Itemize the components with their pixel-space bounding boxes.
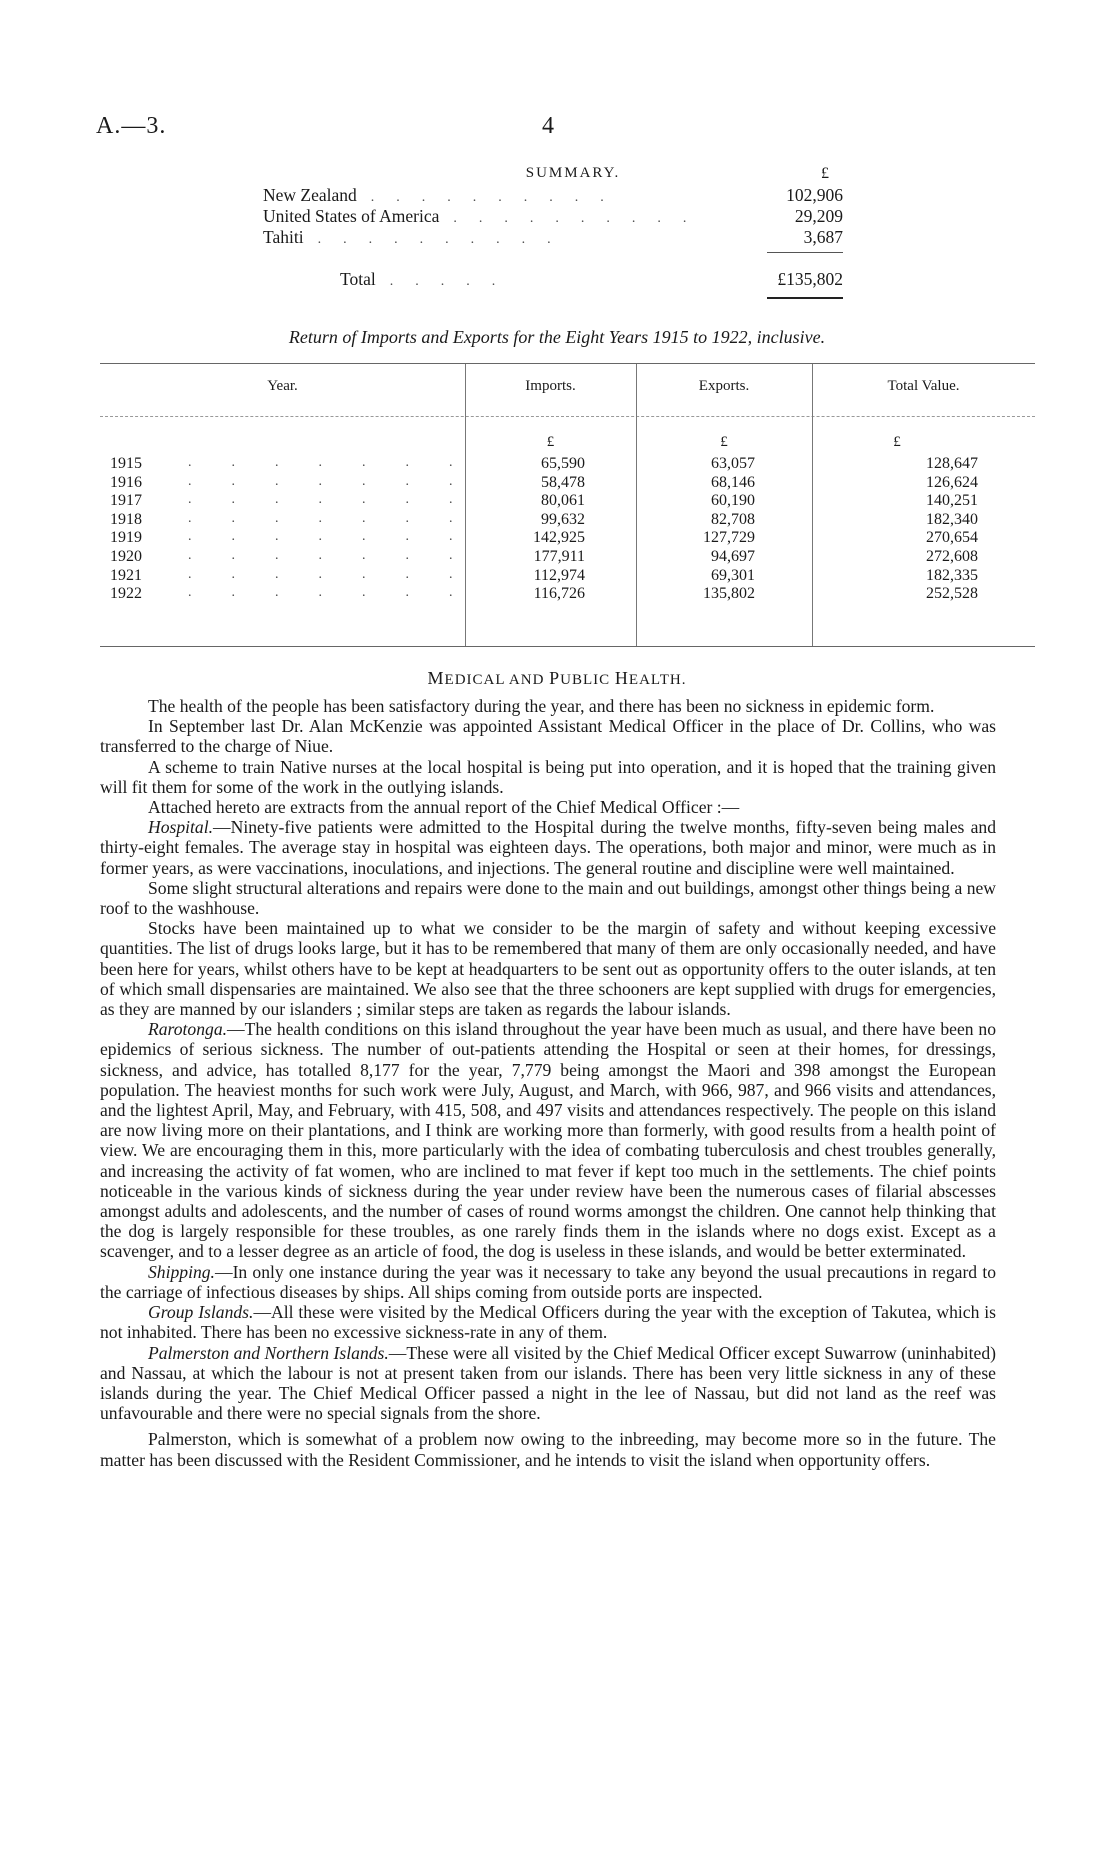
summary-row [263, 185, 843, 206]
paragraph-lead: Shipping. [148, 1261, 215, 1282]
cell-total: 182,335 [926, 566, 978, 584]
table-row [100, 585, 1035, 606]
paragraph-text: —Ninety-five patients were admitted to the Hospital during the twelve months, fifty-seven being males and thirty-eight females. The average stay in hospital was eighteen days. The operations, both major and minor, were much as in former years, as were vaccinations, inoculations, and injections. The general routine and discipline were well maintained. [100, 817, 996, 878]
leader-dots: ....... [188, 566, 493, 582]
cell-imports: 116,726 [533, 585, 585, 603]
paragraph-lead: Palmerston and Northern Islands. [148, 1342, 389, 1363]
cell-year: 1919 [110, 529, 142, 547]
paragraph-lead: Hospital. [148, 817, 214, 838]
summary-value: 102,906 [786, 185, 843, 205]
cell-imports: 142,925 [533, 529, 585, 547]
table-top-rule [100, 363, 1035, 364]
cell-exports: 63,057 [711, 455, 755, 472]
paragraph-text: In September last Dr. Alan McKenzie was appointed Assistant Medical Officer in the place of Dr. Collins, who was transferred to the charge of Niue. [100, 716, 996, 757]
paragraph [100, 918, 996, 1019]
summary-label: New Zealand [263, 185, 357, 205]
paragraph-lead: Rarotonga. [148, 1019, 228, 1040]
leader-dots: ....... [188, 473, 493, 489]
header-year: Year. [267, 378, 298, 394]
leader-dots: ..... [389, 274, 518, 289]
heading-initial: P [549, 668, 561, 688]
leader-dots: .......... [453, 211, 709, 226]
paragraph [100, 1343, 996, 1424]
cell-exports: 94,697 [711, 548, 755, 565]
heading-initial: M [427, 668, 445, 688]
paragraph-text: —All these were visited by the Medical Officers during the year with the exception of Takutea, which is not inhabited. There has been no excessive sickness-rate in any of them. [100, 1302, 997, 1343]
header-exports: Exports. [698, 378, 750, 394]
leader-dots: ....... [188, 455, 493, 470]
paragraph-text: Palmerston, which is somewhat of a problem now owing to the inbreeding, may become more so in the future. The matter has been discussed with the Resident Commissioner, and he intends to visit the island when opportunity offers. [100, 1429, 996, 1470]
paragraph-text: —The health conditions on this island throughout the year have been much as usual, and there have been no epidemics of serious sickness. The number of out-patients attending the Hospital or seen at their homes, for dressings, sickness, and advice, has totalled 8,177 for the year, 7,779 being amongst the Maori and 398 amongst the European population. The heaviest months for such work were July, August, and March, with 966, 987, and 966 visits and attendances, and the lightest April, May, and February, with 415, 508, and 497 visits and attendances respectively. The people on this island are now living more on their plantations, and I think are working more than formerly, with good results from a health point of view. We are encouraging them in this, more particularly with the idea of combating tuberculosis and chest troubles generally, and increasing the activity of fat women, who are inclined to mat fever if kept too much in the settlements. The chief points noticeable in the various kinds of sickness during the year under review have been the numerous cases of filarial abscesses amongst adults and adolescents, and the number of cases of round worms amongst the children. One cannot help thinking that the dog is largely responsible for these troubles, as one rarely finds them in the islands where no dogs exist. Except as a scavenger, and to a lesser degree as an article of food, the dog is useless in these islands, and would be better exterminated. [100, 1019, 996, 1262]
heading-part: EALTH. [628, 672, 687, 688]
summary-row [263, 227, 843, 248]
summary-unit: £ [821, 165, 829, 182]
paragraph [100, 817, 996, 878]
summary-label: United States of America [263, 206, 440, 226]
summary-block [263, 165, 843, 290]
leader-dots: .......... [317, 232, 573, 247]
cell-year: 1918 [110, 510, 142, 528]
cell-total: 126,624 [926, 473, 978, 491]
table-caption: Return of Imports and Exports for the Eight Years 1915 to 1922, inclusive. [288, 327, 826, 347]
leader-dots: .......... [370, 190, 626, 205]
heading-part: EDICAL AND [444, 672, 550, 688]
leader-dots: ....... [188, 510, 493, 526]
paragraph-text: The health of the people has been satisfactory during the year, and there has been no sickness in epidemic form. [148, 696, 935, 716]
paragraph-text: A scheme to train Native nurses at the local hospital is being put into operation, and it is hoped that the training given will fit them for some of the work in the outlying islands. [100, 756, 996, 797]
paragraph-text: —In only one instance during the year was it necessary to take any beyond the usual precautions in regard to the carriage of infectious diseases by ships. All ships coming from outside ports are inspected. [100, 1261, 996, 1302]
paragraph [100, 1429, 996, 1469]
unit-total: £ [893, 434, 901, 450]
unit-imports: £ [546, 434, 555, 450]
cell-year: 1915 [110, 455, 142, 472]
table-bottom-rule [100, 646, 1035, 647]
cell-year: 1916 [110, 473, 142, 491]
paragraph [100, 716, 996, 756]
summary-value: 3,687 [803, 227, 843, 247]
paragraph [100, 797, 996, 817]
cell-total: 140,251 [926, 492, 978, 510]
section-heading [0, 668, 1114, 689]
summary-total-rule [767, 297, 843, 299]
leader-dots: ....... [188, 529, 493, 545]
paragraph [100, 878, 996, 918]
cell-exports: 60,190 [711, 492, 755, 510]
cell-exports: 69,301 [711, 566, 755, 584]
leader-dots: ....... [188, 585, 493, 601]
paragraph-lead: Group Islands. [148, 1302, 254, 1323]
header-total-value: Total Value. [887, 378, 960, 394]
cell-imports: 177,911 [533, 548, 585, 565]
summary-total-label: Total [340, 269, 376, 289]
body-text [100, 696, 996, 1470]
paragraph [100, 696, 996, 716]
summary-total-value: £135,802 [777, 269, 843, 289]
heading-initial: H [614, 668, 629, 688]
page-number: 4 [542, 113, 554, 139]
paragraph-text: Stocks have been maintained up to what we consider to be the margin of safety and without keeping excessive quantities. The list of drugs looks large, but it has to be remembered that many of them are only occasionally needed, and have been here for years, whilst others have to be kept at headquarters to be sent out as opportunity offers to the outer islands, at ten of which small dispensaries are maintained. We also see that the three schooners are kept supplied with drugs for emergencies, as they are manned by our islanders ; similar steps are taken as regards the labour islands. [100, 918, 996, 1020]
heading-part: UBLIC [560, 672, 615, 688]
cell-year: 1922 [110, 585, 142, 603]
cell-exports: 82,708 [711, 510, 755, 528]
header-imports: Imports. [525, 378, 576, 394]
table-header-rule [100, 416, 1035, 417]
cell-year: 1920 [110, 548, 142, 565]
paragraph [100, 1019, 996, 1261]
summary-subtotal-rule [767, 252, 843, 253]
summary-value: 29,209 [794, 206, 843, 226]
cell-imports: 80,061 [541, 492, 585, 510]
paragraph [100, 1262, 996, 1302]
document-reference: A.—3. [96, 113, 167, 139]
cell-exports: 127,729 [703, 529, 755, 547]
paragraph-text: —These were all visited by the Chief Medical Officer except Suwarrow (uninhabited) and Nassau, at which the labour is not at present taken from our islands. There has been very little sickness in any of these islands during the year. The Chief Medical Officer passed a night in the lee of Nassau, but did not land as the reef was unfavourable and there were no special signals from the shore. [100, 1342, 996, 1424]
cell-exports: 135,802 [703, 585, 755, 603]
cell-imports: 99,632 [541, 510, 585, 528]
leader-dots: ....... [188, 492, 493, 508]
summary-row [263, 206, 843, 227]
cell-total: 252,528 [926, 585, 978, 603]
summary-rows [263, 185, 843, 248]
cell-imports: 65,590 [541, 455, 585, 472]
cell-total: 182,340 [926, 510, 978, 528]
cell-exports: 68,146 [711, 473, 755, 491]
unit-exports: £ [720, 434, 728, 450]
cell-year: 1917 [110, 492, 142, 510]
leader-dots: ....... [188, 548, 493, 563]
cell-imports: 112,974 [533, 566, 585, 584]
paragraph [100, 1302, 996, 1342]
cell-total: 128,647 [926, 455, 978, 472]
paragraph-text: Some slight structural alterations and repairs were done to the main and out buildings, amongst other things being a new roof to the washhouse. [100, 877, 996, 919]
paragraph [100, 757, 996, 797]
summary-label: Tahiti [263, 227, 304, 247]
cell-imports: 58,478 [541, 473, 585, 491]
summary-total-row [263, 269, 843, 290]
cell-total: 270,654 [926, 529, 978, 547]
cell-year: 1921 [110, 566, 142, 584]
cell-total: 272,608 [926, 548, 978, 565]
summary-title: SUMMARY. [525, 165, 621, 181]
paragraph-text: Attached hereto are extracts from the annual report of the Chief Medical Officer :— [148, 797, 740, 818]
